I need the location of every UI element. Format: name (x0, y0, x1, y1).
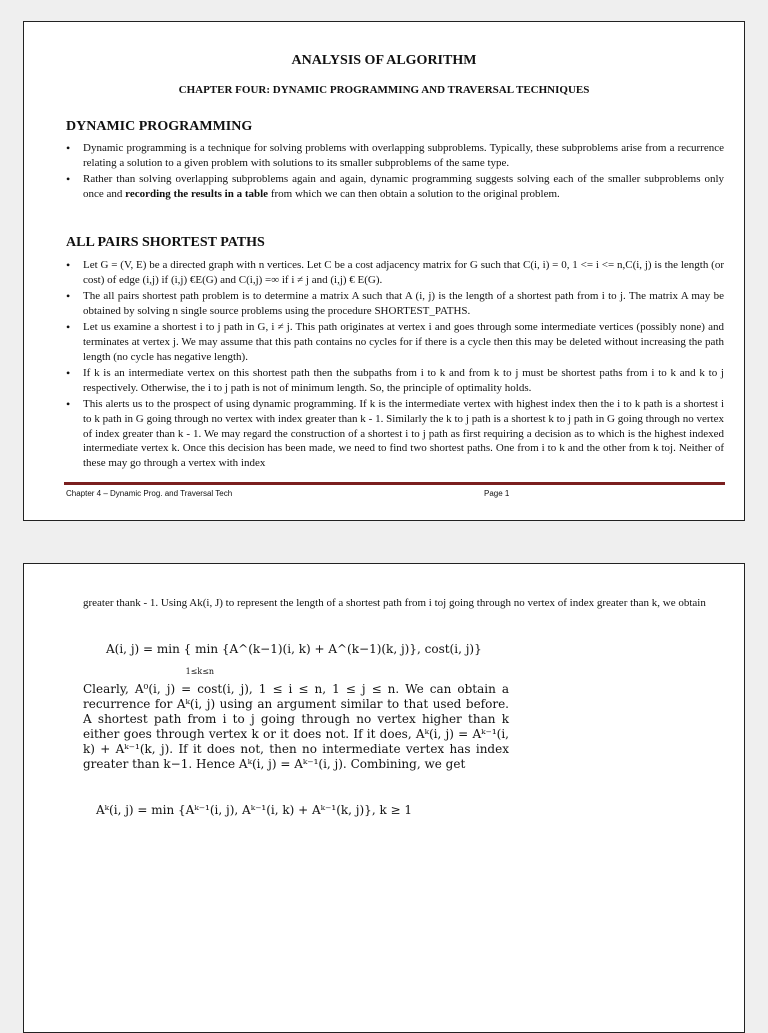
equation-recurrence (106, 642, 486, 676)
list-item: • This alerts us to the prospect of using dynamic programming. If k is the intermediate vertex with highest index then the i to k path is a shortest i to k path in G going through no vertex with index greater than k - 1. Similarly the k to j path is a shortest k to j path in G going through no vertex of index greater than k - 1. We may regard the construction of a shortest i to j path as first requiring a decision as to which is the highest indexed intermediate vertex k. Once this decision has been made, we need to find two shortest paths. One from i to k and the other from k toj. Neither of these may go through a vertex with index (66, 397, 724, 470)
list-item: • Let us examine a shortest i to j path in G, i ≠ j. This path originates at vertex i and goes through some intermediate vertices (possibly none) and terminates at vertex j. We may assume that this path contains no cycles for if there is a cycle then this may be deleted without increasing the path length (no cycle has negative length). (66, 320, 724, 364)
document-title: ANALYSIS OF ALGORITHM (291, 53, 477, 68)
chapter-title: CHAPTER FOUR: DYNAMIC PROGRAMMING AND TRAVERSAL TECHNIQUES (178, 84, 590, 96)
bold-phrase: recording the results in a table (125, 187, 269, 200)
all-pairs-bullets (66, 258, 724, 472)
equation-combined: Aᵏ(i, j) = min {Aᵏ⁻¹(i, j), Aᵏ⁻¹(i, k) + Aᵏ⁻¹(k, j)}, k ≥ 1 (96, 803, 413, 817)
list-item (66, 172, 724, 201)
footer-divider (64, 482, 725, 485)
intro-paragraph: greater thank - 1. Using Ak(i, J) to represent the length of a shortest path from i toj going through no vertex of index greater than k, we obtain (83, 597, 706, 609)
section-heading-dynamic-programming: DYNAMIC PROGRAMMING (66, 119, 253, 134)
document-page-1 (23, 21, 745, 521)
document-page-2 (23, 563, 745, 1033)
clearly-paragraph: Clearly, A⁰(i, j) = cost(i, j), 1 ≤ i ≤ n, 1 ≤ j ≤ n. We can obtain a recurrence for Aᵏ(i, j) using an argument similar to that used before. A shortest path from i to j going through no vertex higher than k either goes through vertex k or it does not. If it does, Aᵏ(i, j) = Aᵏ⁻¹(i, k) + Aᵏ⁻¹(k, j). If it does not, then no intermediate vertex has index greater than k−1. Hence Aᵏ(i, j) = Aᵏ⁻¹(i, j). Combining, we get (83, 682, 509, 771)
dynamic-programming-bullets (66, 141, 724, 203)
list-item: • The all pairs shortest path problem is to determine a matrix A such that A (i, j) is the length of a shortest path from i to j. The matrix A may be obtained by solving n single source problems using the procedure SHORTEST_PATHS. (66, 289, 724, 318)
list-item: • If k is an intermediate vertex on this shortest path then the subpaths from i to k and from k to j must be shortest paths from i to k and k to j respectively. Otherwise, the i to j path is not of minimum length. So, the principle of optimality holds. (66, 366, 724, 395)
footer-chapter-label: Chapter 4 – Dynamic Prog. and Traversal Tech (66, 489, 233, 498)
min-limit-text: 1≤k≤n (185, 667, 215, 676)
bullet-text: from which we can then obtain a solution to the original problem. (270, 187, 560, 200)
list-item: • Dynamic programming is a technique for solving problems with overlapping subproblems. Typically, these subproblems arise from a recurrence relating a solution to a given problem with solutions to its smaller subproblems of the same type. (66, 141, 724, 170)
equation-text: A(i, j) = min { min {A^(k−1)(i, k) + A^(k−1)(k, j)}, cost(i, j)} (106, 642, 482, 656)
page-number: Page 1 (484, 489, 510, 498)
bullet-text: Rather than solving overlapping subproblems again and again, dynamic programming suggests solving each of the smaller subproblems only once and (83, 173, 724, 200)
section-heading-all-pairs-shortest-paths: ALL PAIRS SHORTEST PATHS (66, 235, 265, 250)
list-item: • Let G = (V, E) be a directed graph with n vertices. Let C be a cost adjacency matrix for G such that C(i, i) = 0, 1 <= i <= n,C(i, j) is the length (or cost) of edge (i,j) if (i,j) €E(G) and C(i,j) =∞ if i ≠ j and (i,j) € E(G). (66, 258, 724, 287)
